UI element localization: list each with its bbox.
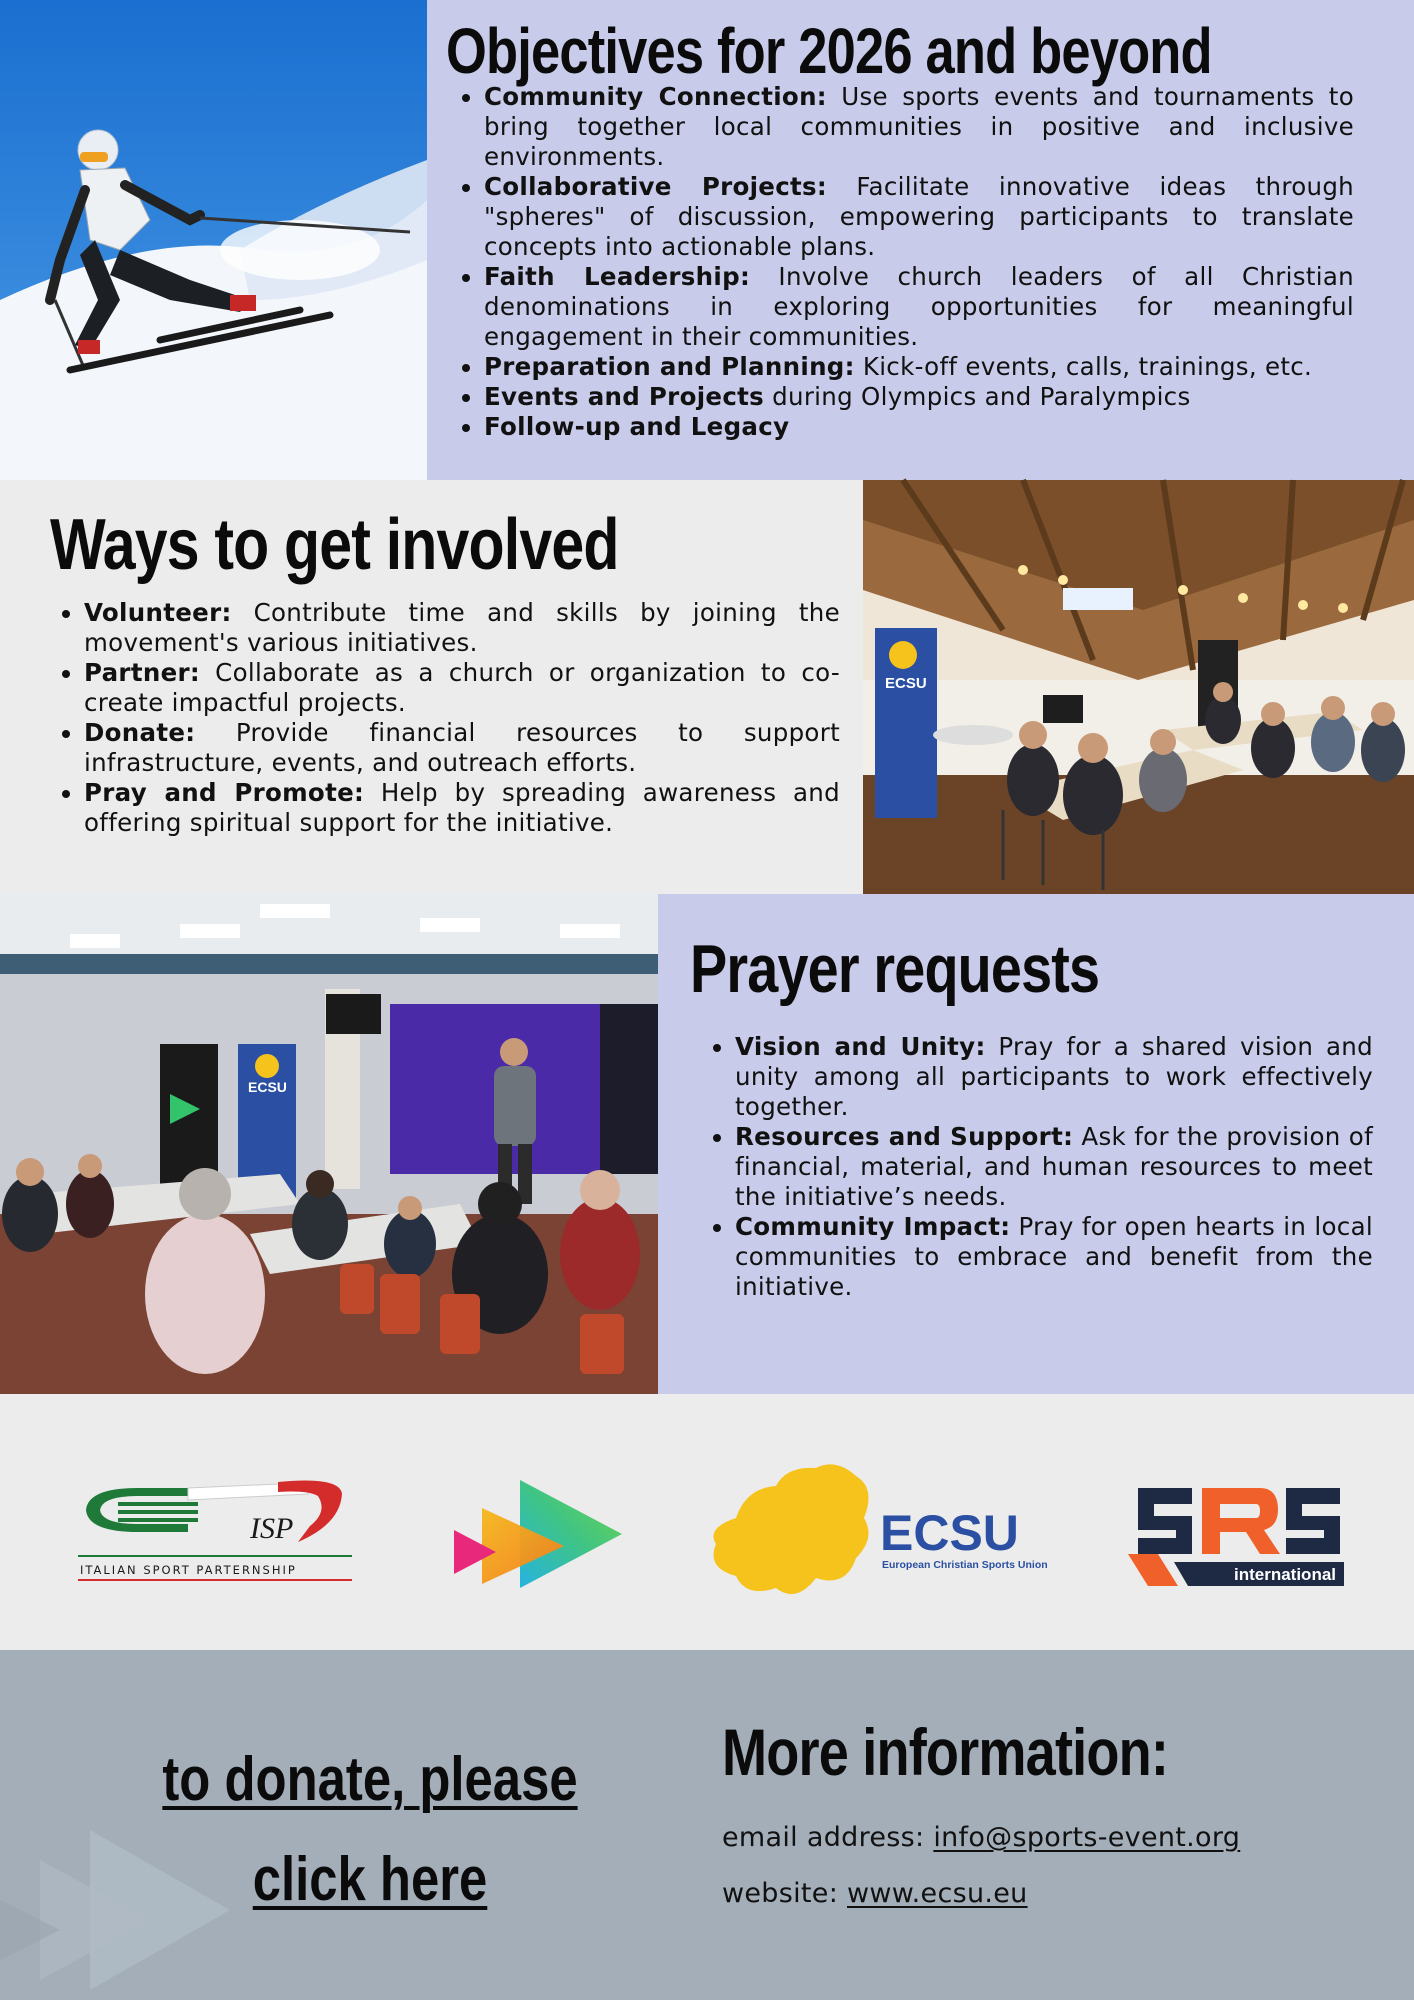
objective-item <box>484 262 1354 352</box>
workshop-photo <box>863 480 1414 894</box>
involvement-item-text: Provide financial resources to support infrastructure, events, and outreach efforts. <box>84 718 840 777</box>
involvement-title: Ways to get involved <box>50 505 619 585</box>
donate-link[interactable] <box>110 1730 630 1930</box>
involvement-item-text: Contribute time and skills by joining the movement's various initiatives. <box>84 598 840 657</box>
website-line <box>722 1878 1028 1909</box>
email-link[interactable]: info@sports-event.org <box>933 1822 1241 1853</box>
objective-item-text: Kick-off events, calls, trainings, etc. <box>854 352 1313 381</box>
objective-item <box>484 412 1354 442</box>
involvement-item-text: Help by spreading awareness and offering spiritual support for the initiative. <box>84 778 840 837</box>
objective-item <box>484 352 1354 382</box>
involvement-item <box>84 598 840 658</box>
srs-logo-caption: international <box>1234 1565 1337 1584</box>
email-line <box>722 1822 1240 1853</box>
email-label: email address: <box>722 1822 934 1853</box>
banner-logo-text: ECSU <box>248 1079 287 1095</box>
objective-item-text: Involve church leaders of all Christian denominations in exploring opportunities for meaningful engagement in their communities. <box>484 262 1354 351</box>
prayer-section <box>0 894 1414 1394</box>
involvement-list <box>84 598 840 838</box>
isp-logo-caption: ITALIAN SPORT PARTERNSHIP <box>80 1563 297 1577</box>
objective-item-text: Use sports events and tournaments to bring together local communities in positive and inclusive environments. <box>484 82 1354 171</box>
objective-item-text: Facilitate innovative ideas through "spheres" of discussion, empowering participants to translate concepts into actionable plans. <box>484 172 1354 261</box>
prayer-item-text: Pray for open hearts in local communities to embrace and benefit from the initiative. <box>735 1212 1373 1301</box>
skier-photo <box>0 0 427 480</box>
donate-line-2[interactable]: click here <box>252 1845 488 1914</box>
involvement-item <box>84 658 840 718</box>
ecsu-logo-caption: European Christian Sports Union <box>882 1559 1048 1571</box>
involvement-item-label: Volunteer: <box>84 598 232 627</box>
prayer-item-label: Vision and Unity: <box>735 1032 986 1061</box>
arrow-logo <box>454 1480 622 1588</box>
objective-item <box>484 172 1354 262</box>
website-label: website: <box>722 1878 847 1909</box>
prayer-item <box>735 1032 1373 1122</box>
ecsu-logo-mark: ECSU <box>880 1505 1019 1561</box>
isp-logo-mark: ISP <box>250 1512 294 1545</box>
donate-line-1[interactable]: to donate, please <box>162 1745 578 1814</box>
prayer-list <box>735 1032 1373 1302</box>
prayer-item-label: Community Impact: <box>735 1212 1011 1241</box>
prayer-item <box>735 1212 1373 1302</box>
involvement-item-text: Collaborate as a church or organization to co-create impactful projects. <box>84 658 840 717</box>
website-link[interactable]: www.ecsu.eu <box>846 1878 1028 1909</box>
prayer-item-text: Ask for the provision of financial, material, and human resources to meet the initiative’s needs. <box>735 1122 1373 1211</box>
involvement-item <box>84 718 840 778</box>
involvement-item-label: Pray and Promote: <box>84 778 365 807</box>
objectives-list <box>484 82 1354 442</box>
srs-logo <box>1128 1482 1344 1588</box>
objectives-title: Objectives for 2026 and beyond <box>446 15 1212 87</box>
isp-logo <box>78 1476 352 1586</box>
involvement-item-label: Donate: <box>84 718 196 747</box>
involvement-item-label: Partner: <box>84 658 200 687</box>
objective-item-label: Preparation and Planning: <box>484 352 855 381</box>
objective-item <box>484 382 1354 412</box>
prayer-item-text: Pray for a shared vision and unity among all participants to work effectively together. <box>735 1032 1373 1121</box>
meeting-hall-photo <box>0 894 658 1394</box>
involvement-section <box>0 480 1414 894</box>
partner-logos <box>0 1394 1414 1650</box>
more-info-title: More information: <box>722 1715 1169 1789</box>
objective-item-label: Events and Projects <box>484 382 765 411</box>
prayer-item <box>735 1122 1373 1212</box>
objective-item-label: Community Connection: <box>484 82 827 111</box>
prayer-item-label: Resources and Support: <box>735 1122 1074 1151</box>
objectives-section <box>0 0 1414 480</box>
objective-item-label: Follow-up and Legacy <box>484 412 790 441</box>
banner-logo-text: ECSU <box>885 675 927 692</box>
prayer-title: Prayer requests <box>690 931 1100 1007</box>
footer <box>0 1650 1414 2000</box>
objective-item-label: Collaborative Projects: <box>484 172 828 201</box>
involvement-item <box>84 778 840 838</box>
objective-item-label: Faith Leadership: <box>484 262 751 291</box>
objective-item-text: during Olympics and Paralympics <box>764 382 1191 411</box>
ecsu-logo <box>706 1458 1048 1604</box>
objective-item <box>484 82 1354 172</box>
